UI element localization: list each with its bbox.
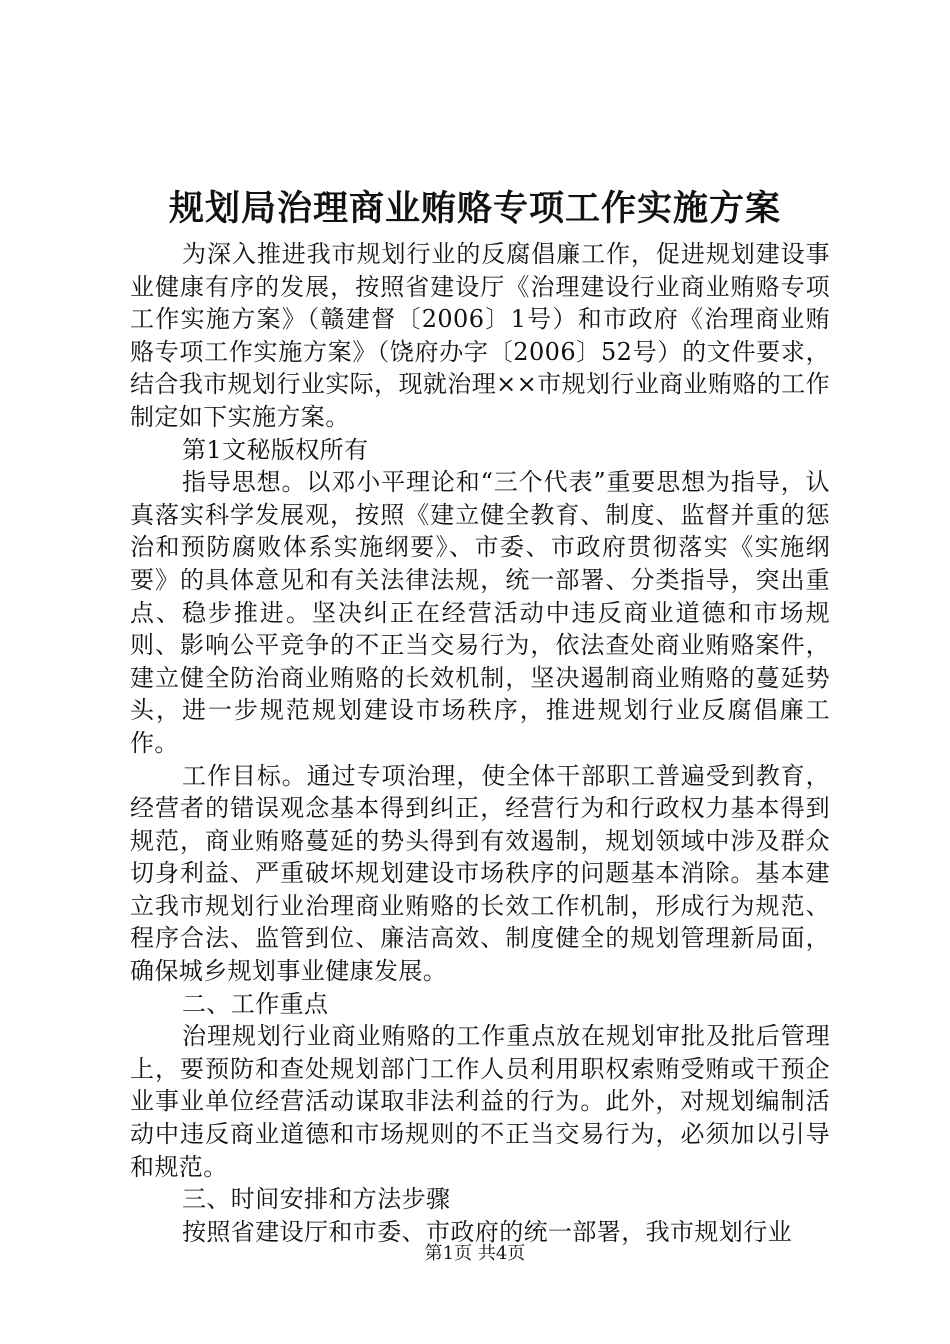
paragraph-schedule: 按照省建设厅和市委、市政府的统一部署，我市规划行业 [182, 1217, 792, 1246]
page-footer: 第1页 共4页 [424, 1243, 526, 1264]
paragraph-copyright: 第1文秘版权所有 [182, 435, 369, 464]
heading-work-focus: 二、工作重点 [182, 989, 329, 1018]
paragraph-work-goals: 工作目标。通过专项治理，使全体干部职工普遍受到教育，经营者的错误观念基本得到纠正，经营行为和行政权力基本得到规范，商业贿赂蔓延的势头得到有效遏制，规划领域中涉及群众切身利益、严重破坏规划建设市场秩序的问题基本消除。基本建立我市规划行业治理商业贿赂的长效工作机制，形成行为规范、程序合法、监管到位、廉洁高效、制度健全的规划管理新局面，确保城乡规划事业健康发展。 [130, 761, 830, 986]
paragraph-work-focus: 治理规划行业商业贿赂的工作重点放在规划审批及批后管理上，要预防和查处规划部门工作人员利用职权索贿受贿或干预企业事业单位经营活动谋取非法利益的行为。此外，对规划编制活动中违反商业道德和市场规则的不正当交易行为，必须加以引导和规范。 [130, 1022, 830, 1181]
heading-schedule-steps: 三、时间安排和方法步骤 [182, 1185, 451, 1214]
paragraph-guiding-ideology: 指导思想。以邓小平理论和“三个代表”重要思想为指导，认真落实科学发展观，按照《建立健全教育、制度、监督并重的惩治和预防腐败体系实施纲要》、市委、市政府贯彻落实《实施纲要》的具体意见和有关法律法规，统一部署、分类指导，突出重点、稳步推进。坚决纠正在经营活动中违反商业道德和市场规则、影响公平竞争的不正当交易行为，依法查处商业贿赂案件，建立健全防治商业贿赂的长效机制，坚决遏制商业贿赂的蔓延势头，进一步规范规划建设市场秩序，推进规划行业反腐倡廉工作。 [130, 468, 830, 757]
document-title: 规划局治理商业贿赂专项工作实施方案 [168, 188, 781, 229]
paragraph-intro: 为深入推进我市规划行业的反腐倡廉工作，促进规划建设事业健康有序的发展，按照省建设厅《治理建设行业商业贿赂专项工作实施方案》（赣建督〔2006〕1号）和市政府《治理商业贿赂专项工作实施方案》（饶府办字〔2006〕52号）的文件要求，结合我市规划行业实际，现就治理××市规划行业商业贿赂的工作制定如下实施方案。 [130, 240, 830, 431]
document-body [130, 238, 830, 1248]
